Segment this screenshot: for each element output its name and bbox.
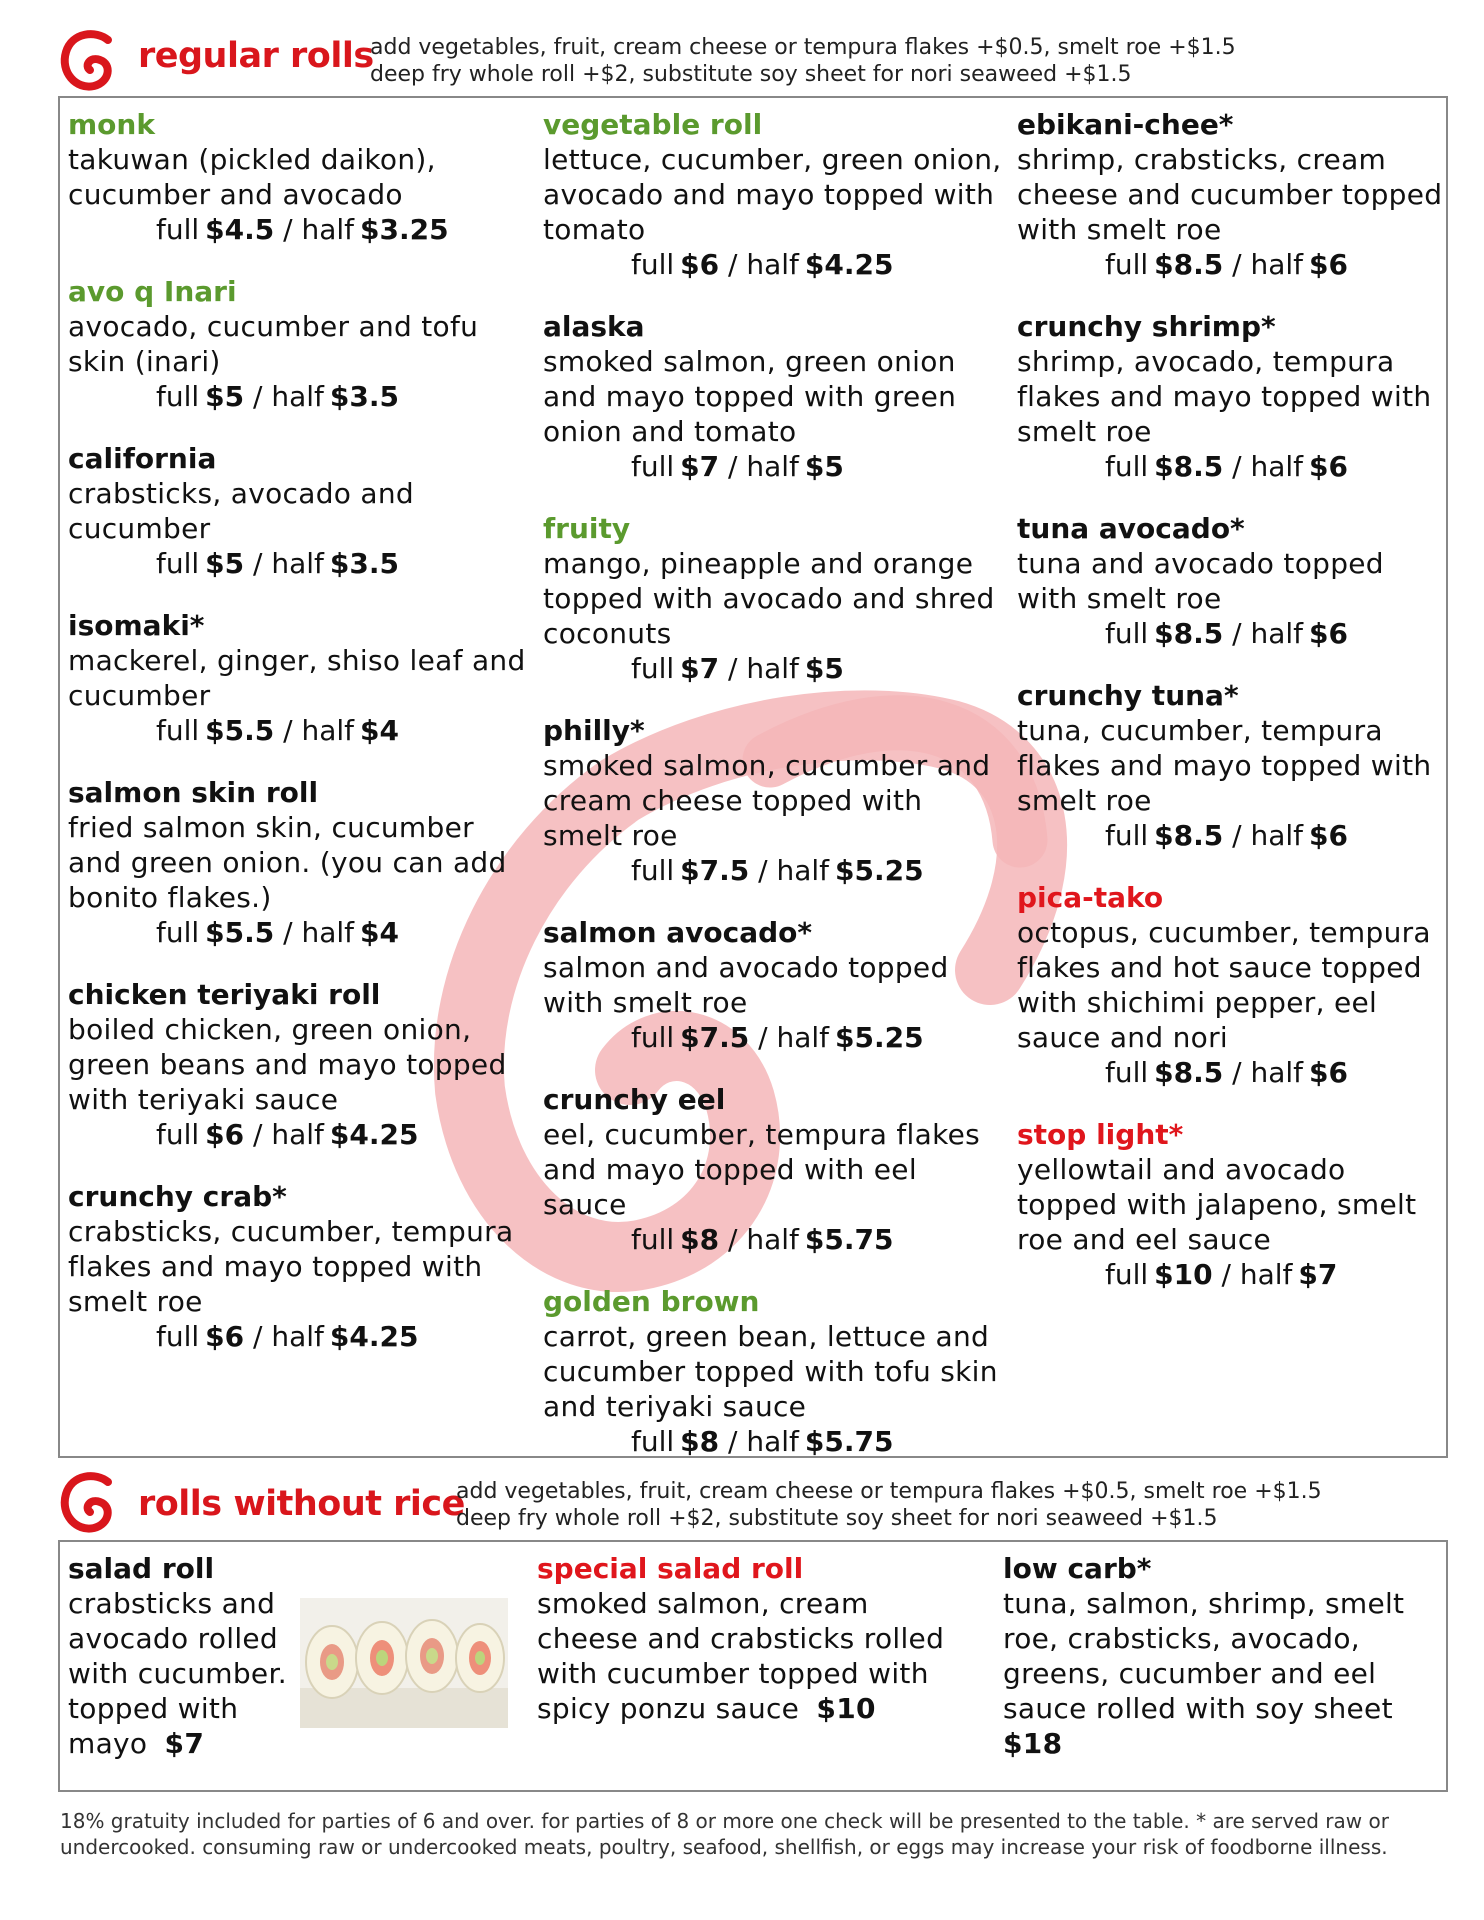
item-price-line [1017,616,1447,651]
price-separator: / [1223,819,1251,852]
full-price: $10 [1154,1258,1213,1291]
menu-item [1017,512,1447,651]
norice-column-2 [537,1552,977,1726]
half-label: half [301,714,355,747]
menu-item [68,275,528,414]
item-price-line [543,1020,1003,1055]
item-price-line [1017,1055,1447,1090]
menu-item [543,916,1003,1055]
half-label: half [1250,819,1304,852]
half-price: $5 [804,652,844,685]
price-separator: / [274,714,302,747]
item-name: alaska [543,310,645,343]
full-label: full [1105,1056,1149,1089]
footer-line: 18% gratuity included for parties of 6 and over. for parties of 8 or more one check will be presented to the table. * are served raw or [60,1809,1389,1833]
price-separator: / [719,450,747,483]
half-price: $4 [360,916,400,949]
item-description: boiled chicken, green onion, green beans and mayo topped with teriyaki sauce [68,1013,507,1116]
full-label: full [1105,819,1149,852]
item-description [68,1586,298,1761]
item-name: low carb* [1003,1552,1152,1585]
section-note-line: deep fry whole roll +$2, substitute soy sheet for nori seaweed +$1.5 [456,1506,1218,1531]
section-note-line: add vegetables, fruit, cream cheese or tempura flakes +$0.5, smelt roe +$1.5 [370,35,1236,60]
full-label: full [631,248,675,281]
half-label: half [776,854,830,887]
menu-item [1017,310,1447,484]
item-price-line [1017,449,1447,484]
item-description: yellowtail and avocado topped with jalapeno, smelt roe and eel sauce [1017,1153,1417,1256]
menu-item [68,978,528,1152]
full-price: $8.5 [1154,248,1224,281]
full-label: full [631,1021,675,1054]
item-name: monk [68,108,155,141]
full-label: full [156,547,200,580]
menu-item [68,609,528,748]
full-price: $8.5 [1154,1056,1224,1089]
half-label: half [271,380,324,413]
item-name: crunchy crab* [68,1180,287,1213]
full-price: $7 [680,652,720,685]
half-label: half [271,1118,324,1151]
menu-item [68,442,528,581]
half-label: half [746,652,799,685]
full-label: full [156,916,200,949]
item-price-line [543,651,1003,686]
item-price-line [543,449,1003,484]
price-separator: / [244,1320,272,1353]
full-price: $8 [680,1425,720,1458]
price-separator: / [244,1118,272,1151]
item-name: philly* [543,714,645,747]
half-price: $5 [804,450,844,483]
menu-column-2 [543,108,1003,1487]
item-price-line [1017,818,1447,853]
half-price: $6 [1309,1056,1349,1089]
item-name: ebikani-chee* [1017,108,1234,141]
full-price: $5.5 [205,714,275,747]
menu-item [1017,108,1447,282]
full-price: $8 [680,1223,720,1256]
half-price: $4.25 [329,1118,419,1151]
price-separator: / [1223,450,1251,483]
item-description: lettuce, cucumber, green onion, avocado and mayo topped with tomato [543,143,1002,246]
half-price: $3.5 [329,547,400,580]
swirl-logo-icon [58,1470,122,1534]
full-price: $7 [680,450,720,483]
price-separator: / [1223,1056,1251,1089]
half-price: $4 [360,714,400,747]
item-description: fried salmon skin, cucumber and green onion. (you can add bonito flakes.) [68,811,507,914]
full-price: $8.5 [1154,819,1224,852]
item-description [537,1586,977,1726]
full-price: $5 [205,547,245,580]
full-price: $8.5 [1154,450,1224,483]
item-description: shrimp, crabsticks, cream cheese and cucumber topped with smelt roe [1017,143,1443,246]
half-price: $3.25 [360,213,449,246]
half-label: half [1250,1056,1304,1089]
full-label: full [631,1425,675,1458]
item-description: takuwan (pickled daikon), cucumber and avocado [68,143,436,211]
item-description [1003,1586,1433,1761]
price-separator: / [1212,1258,1240,1291]
menu-column-3 [1017,108,1447,1320]
half-label: half [1250,450,1304,483]
menu-item [543,310,1003,484]
full-label: full [631,652,675,685]
item-price-line [543,247,1003,282]
full-price: $6 [205,1118,245,1151]
half-label: half [746,1223,799,1256]
full-label: full [1105,617,1149,650]
full-label: full [156,1118,200,1151]
price-separator: / [719,248,747,281]
full-price: $7.5 [680,1021,750,1054]
section-notes [370,34,1236,88]
item-price-line [68,379,528,414]
menu-item [68,1180,528,1354]
half-label: half [746,248,799,281]
footer-line: undercooked. consuming raw or undercooked meats, poultry, seafood, shellfish, or eggs may increase your risk of foodborne illness. [60,1835,1388,1859]
rolls-without-rice-header [58,1470,1458,1550]
item-price-line [68,1319,528,1354]
full-label: full [1105,248,1149,281]
price-separator: / [1223,248,1251,281]
item-description: eel, cucumber, tempura flakes and mayo topped with eel sauce [543,1118,980,1221]
price-separator: / [1223,617,1251,650]
item-description: crabsticks, cucumber, tempura flakes and mayo topped with smelt roe [68,1215,514,1318]
item-price-line [543,853,1003,888]
item-price-line [68,1117,528,1152]
price-separator: / [244,380,272,413]
item-name: golden brown [543,1285,760,1318]
item-price: $7 [164,1727,205,1760]
full-label: full [631,854,675,887]
item-name: isomaki* [68,609,205,642]
full-price: $6 [205,1320,245,1353]
item-price-line [1017,1257,1447,1292]
menu-item [543,108,1003,282]
item-description: avocado, cucumber and tofu skin (inari) [68,310,479,378]
price-separator: / [719,652,747,685]
half-price: $6 [1309,617,1349,650]
half-price: $6 [1309,450,1349,483]
full-label: full [156,1320,200,1353]
half-label: half [1250,248,1304,281]
menu-item [68,776,528,950]
half-price: $4.25 [329,1320,419,1353]
half-price: $5.75 [804,1425,894,1458]
full-price: $8.5 [1154,617,1224,650]
item-description: smoked salmon, green onion and mayo topped with green onion and tomato [543,345,957,448]
item-price-line [68,915,528,950]
full-label: full [631,450,675,483]
half-label: half [1239,1258,1293,1291]
section-notes [456,1478,1322,1532]
regular-rolls-box [58,96,1448,1458]
item-description: octopus, cucumber, tempura flakes and hot sauce topped with shichimi pepper, eel sauce and nori [1017,916,1431,1054]
half-label: half [301,916,355,949]
item-name: salmon avocado* [543,916,813,949]
item-price-line [543,1222,1003,1257]
price-separator: / [719,1223,747,1256]
item-desc-text: smoked salmon, cream cheese and crabsticks rolled with cucumber topped with spicy ponzu sauce [537,1587,945,1725]
half-price: $6 [1309,819,1349,852]
item-price-line [68,546,528,581]
half-label: half [301,213,355,246]
norice-column-3 [1003,1552,1433,1761]
menu-item [68,108,528,247]
item-price-line [543,1424,1003,1459]
full-label: full [156,380,200,413]
full-price: $5 [205,380,245,413]
half-price: $5.75 [804,1223,894,1256]
item-name: pica-tako [1017,881,1164,914]
section-note-line: deep fry whole roll +$2, substitute soy sheet for nori seaweed +$1.5 [370,62,1132,87]
full-label: full [1105,1258,1149,1291]
rolls-without-rice-box [58,1540,1448,1792]
half-price: $3.5 [329,380,400,413]
half-price: $5.25 [835,1021,924,1054]
menu-item [1017,679,1447,853]
menu-item [543,1083,1003,1257]
half-label: half [1250,617,1304,650]
full-price: $6 [680,248,720,281]
swirl-logo-icon [58,28,122,92]
item-desc-text: crabsticks and avocado rolled with cucumber. topped with mayo [68,1587,287,1760]
item-description: tuna and avocado topped with smelt roe [1017,547,1384,615]
salad-roll-photo [300,1598,508,1728]
menu-item [543,512,1003,686]
item-name: crunchy tuna* [1017,679,1239,712]
item-price-line [1017,247,1447,282]
item-name: chicken teriyaki roll [68,978,381,1011]
item-price: $18 [1003,1727,1063,1760]
item-description: mango, pineapple and orange topped with avocado and shred coconuts [543,547,995,650]
section-title: regular rolls [138,36,374,76]
price-separator: / [274,916,302,949]
item-name: salmon skin roll [68,776,319,809]
half-price: $4.25 [804,248,894,281]
item-name: fruity [543,512,631,545]
item-description: salmon and avocado topped with smelt roe [543,951,949,1019]
price-separator: / [274,213,302,246]
full-label: full [156,714,200,747]
menu-column-1 [68,108,528,1382]
item-description: tuna, cucumber, tempura flakes and mayo topped with smelt roe [1017,714,1432,817]
item-name: special salad roll [537,1552,804,1585]
item-price-line [68,212,528,247]
menu-item [543,1285,1003,1459]
item-description: shrimp, avocado, tempura flakes and mayo topped with smelt roe [1017,345,1432,448]
full-price: $5.5 [205,916,275,949]
menu-item [1017,1118,1447,1292]
section-note-line: add vegetables, fruit, cream cheese or tempura flakes +$0.5, smelt roe +$1.5 [456,1479,1322,1504]
half-label: half [746,450,799,483]
item-description: carrot, green bean, lettuce and cucumber topped with tofu skin and teriyaki sauce [543,1320,998,1423]
half-label: half [746,1425,799,1458]
norice-column-1 [68,1552,298,1761]
full-label: full [156,213,200,246]
item-name: crunchy eel [543,1083,726,1116]
price-separator: / [719,1425,747,1458]
full-price: $4.5 [205,213,275,246]
price-separator: / [244,547,272,580]
half-label: half [776,1021,830,1054]
menu-item [1017,881,1447,1090]
full-price: $7.5 [680,854,750,887]
item-description: smoked salmon, cucumber and cream cheese topped with smelt roe [543,749,991,852]
item-description: crabsticks, avocado and cucumber [68,477,414,545]
full-label: full [1105,450,1149,483]
price-separator: / [749,1021,777,1054]
item-desc-text: tuna, salmon, shrimp, smelt roe, crabsticks, avocado, greens, cucumber and eel sauce rolled with soy sheet [1003,1587,1405,1725]
half-price: $5.25 [835,854,924,887]
menu-item [543,714,1003,888]
item-price-line [68,713,528,748]
price-separator: / [749,854,777,887]
half-label: half [271,547,324,580]
section-title: rolls without rice [138,1484,465,1524]
half-price: $7 [1298,1258,1338,1291]
item-name: avo q Inari [68,275,237,308]
item-name: tuna avocado* [1017,512,1245,545]
half-price: $6 [1309,248,1349,281]
half-label: half [271,1320,324,1353]
item-name: vegetable roll [543,108,763,141]
item-name: california [68,442,217,475]
item-name: stop light* [1017,1118,1184,1151]
item-description: mackerel, ginger, shiso leaf and cucumber [68,644,526,712]
item-name: crunchy shrimp* [1017,310,1276,343]
item-price: $10 [816,1692,876,1725]
item-name: salad roll [68,1552,215,1585]
menu-footer [60,1808,1450,1860]
full-label: full [631,1223,675,1256]
